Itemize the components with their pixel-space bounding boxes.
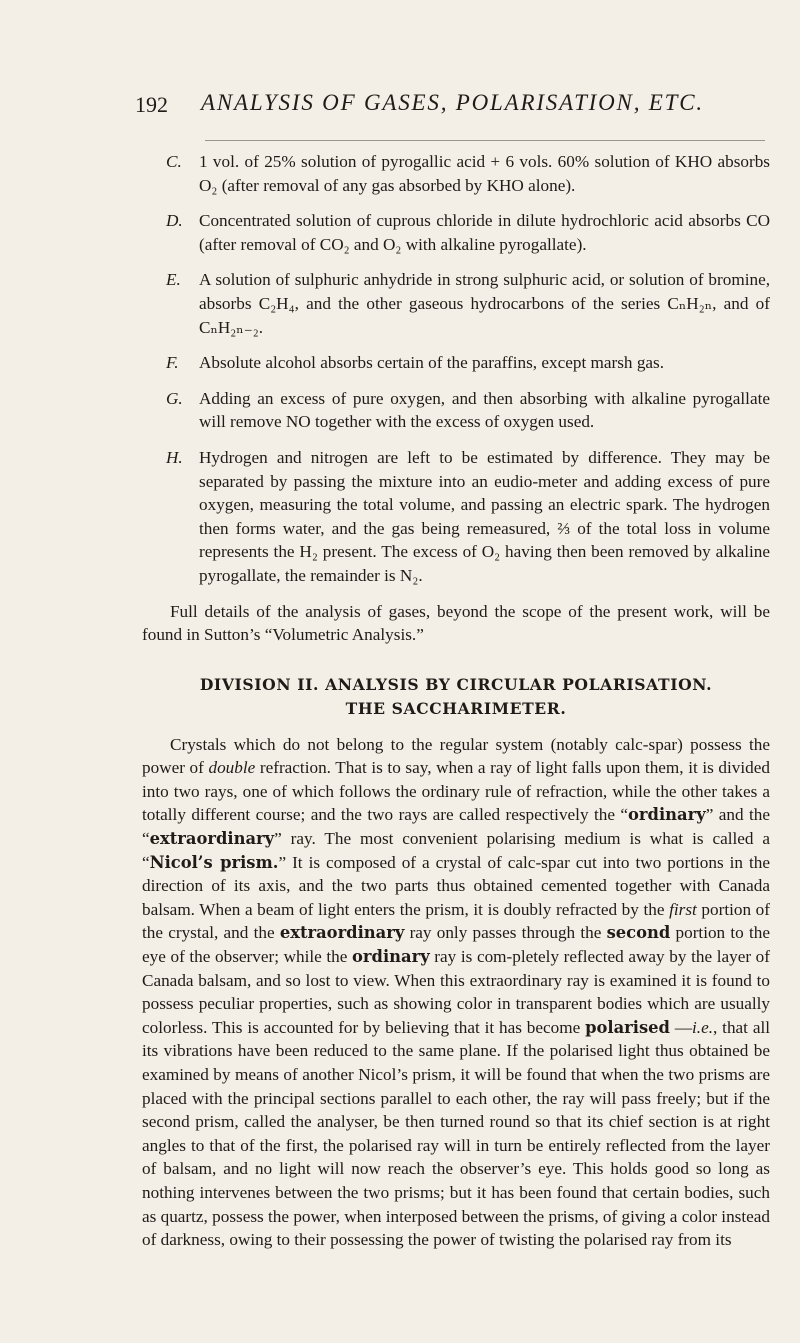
text-run: ” ray. The most convenient polarising medium is what is called a “: [142, 829, 770, 872]
page-header: [135, 92, 775, 132]
text-run: portion to the eye of the observer; while the: [142, 923, 770, 967]
item-label: C.: [166, 152, 182, 171]
term-polarised: polarised: [585, 1017, 670, 1037]
text-run: ray is com-pletely reflected away by the layer of Canada balsam, and so lost to view. When this extraordinary ray is examined it is found to possess peculiar properties, such as showing color in transparent bodies which are usually colorless. This is accounted for by believing that it has become: [142, 947, 770, 1037]
text-run: , that all its vibrations have been reduced to the same plane. If the polarised light thus obtained be examined by means of another Nicol’s prism, it will be found that when the two prisms are placed with the principal sections parallel to each other, the ray will pass freely; but if the second prism, called the analyser, be then turned round so that its chief section is at right angles to that of the first, the polarised ray will in turn be entirely reflected from the layer of balsam, and no light will now reach the observer’s eye. This holds good so long as nothing intervenes between the two prisms; but it has been found that certain bodies, such as quartz, possess the power, when interposed between the prisms, of giving a color instead of darkness, owing to their possessing the power of twisting the polarised ray from its: [142, 1017, 770, 1250]
division-title: DIVISION II. ANALYSIS BY CIRCULAR POLARISATION.: [199, 674, 713, 694]
item-label: H.: [166, 447, 183, 467]
page-number: 192: [135, 92, 168, 117]
item-text: Concentrated solution of cuprous chloride in dilute hydrochloric acid absorbs CO (after removal of CO₂ and O₂ with alkaline pyrogallate).: [199, 211, 770, 254]
text-run: portion of the crystal, and the: [142, 899, 770, 943]
list-item: [142, 268, 770, 339]
list-item: [142, 387, 770, 434]
text-run: Crystals which do not belong to the regular system (notably calc-spar) possess the power of: [142, 734, 770, 778]
item-text: Adding an excess of pure oxygen, and then absorbing with alkaline pyrogallate will remove NO together with the excess of oxygen used.: [199, 388, 770, 432]
list-item: [142, 351, 770, 375]
item-text: Absolute alcohol absorbs certain of the paraffins, except marsh gas.: [199, 353, 665, 373]
emphasis-ie: i.e.: [692, 1017, 714, 1037]
term-nicols-prism: Nicol’s prism.: [149, 852, 279, 872]
running-head: ANALYSIS OF GASES, POLARISATION, ETC.: [201, 90, 704, 115]
division-heading: [142, 673, 770, 721]
page-body: [142, 150, 770, 1262]
term-second: second: [606, 923, 671, 943]
item-label: E.: [166, 270, 181, 290]
text-run: ” and the “: [142, 805, 770, 849]
term-extraordinary: extraordinary: [149, 829, 275, 849]
full-details-paragraph: Full details of the analysis of gases, beyond the scope of the present work, will be found in Sutton’s “Volumetric Analysis.”: [142, 601, 770, 645]
item-label: F.: [166, 353, 179, 373]
term-ordinary-2: ordinary: [352, 947, 430, 967]
list-item: [142, 150, 770, 197]
item-text: 1 vol. of 25% solution of pyrogallic acid + 6 vols. 60% solution of KHO absorbs O₂ (after removal of any gas absorbed by KHO alone).: [199, 152, 770, 195]
header-rule: [205, 140, 765, 141]
emphasis-first: first: [669, 899, 697, 919]
list-item: [142, 209, 770, 256]
item-label: G.: [166, 388, 183, 408]
item-text: Hydrogen and nitrogen are left to be estimated by difference. They may be separated by passing the mixture into an eudio-meter and adding excess of pure oxygen, measuring the total volume, and passing an electric spark. The hydrogen then forms water, and the gas being remeasured, ⅔ of the total loss in volume represents the H₂ present. The excess of O₂ having then been removed by alkaline pyrogallate, the remainder is N₂.: [199, 447, 770, 585]
text-run: ” It is composed of a crystal of calc-spar cut into two portions in the direction of its axis, and the two parts thus obtained cemented together with Canada balsam. When a beam of light enters the prism, it is doubly refracted by the: [142, 852, 770, 919]
emphasis-double: double: [208, 758, 256, 778]
text-run: —: [669, 1017, 693, 1037]
item-text: A solution of sulphuric anhydride in strong sulphuric acid, or solution of bromine, absorbs C₂H₄, and the other gaseous hydrocarbons of the series CₙH₂ₙ, and of CₙH₂ₙ₋₂.: [199, 270, 770, 337]
text-run: refraction. That is to say, when a ray of light falls upon them, it is divided into two rays, one of which follows the ordinary rule of refraction, while the other takes a totally different course; and the two rays are called respectively the “: [142, 758, 770, 825]
main-paragraph: [142, 733, 770, 1252]
term-ordinary: ordinary: [628, 805, 706, 825]
list-item: [142, 446, 770, 588]
item-label: D.: [166, 211, 183, 231]
division-subtitle: THE SACCHARIMETER.: [345, 698, 567, 718]
text-run: ray only passes through the: [404, 923, 607, 943]
term-extraordinary-2: extraordinary: [279, 923, 405, 943]
